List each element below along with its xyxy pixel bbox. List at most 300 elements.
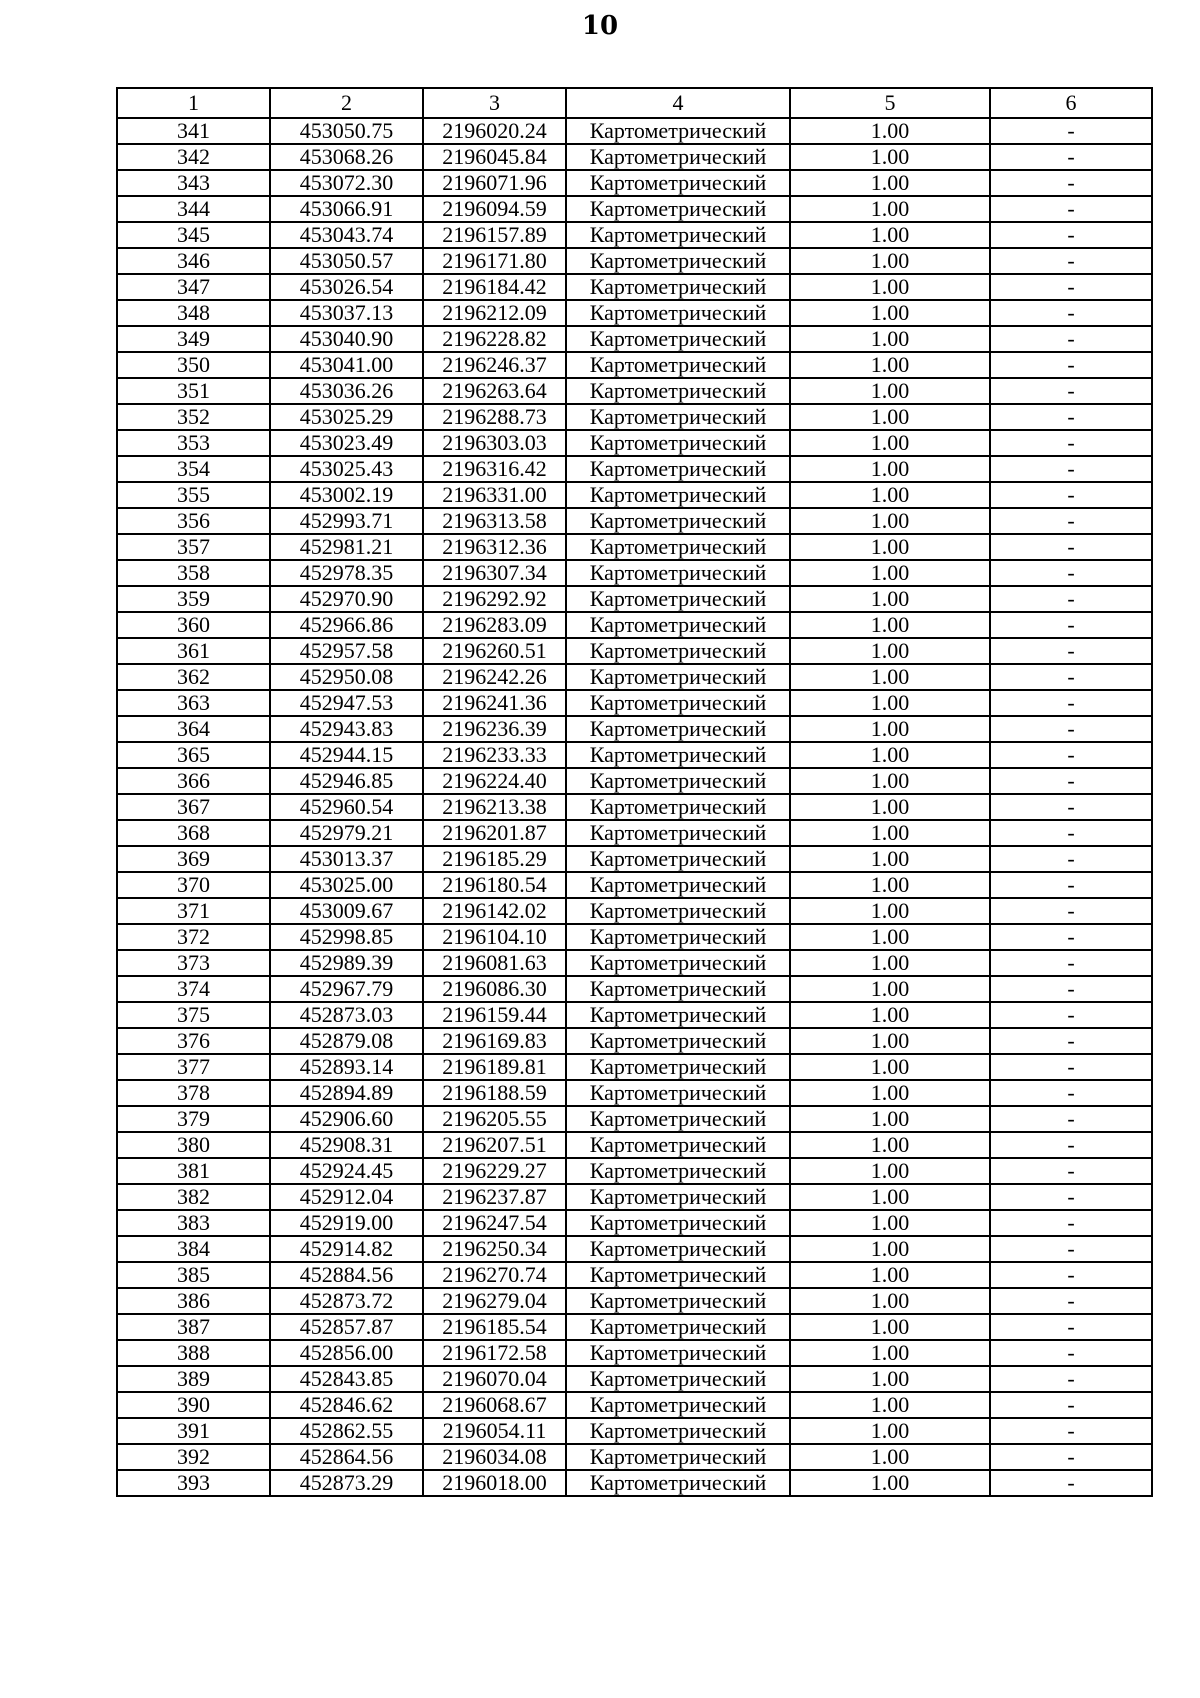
point-number-cell: 377 [117,1054,270,1080]
column-header-3: 3 [423,88,566,118]
y-coordinate-cell: 2196185.54 [423,1314,566,1340]
table-row [117,664,1152,690]
point-number-cell: 375 [117,1002,270,1028]
table-row [117,352,1152,378]
point-number-cell: 348 [117,300,270,326]
method-cell: Картометрический [566,1418,790,1444]
method-cell: Картометрический [566,352,790,378]
point-number-cell: 370 [117,872,270,898]
note-cell: - [990,378,1152,404]
y-coordinate-cell: 2196233.33 [423,742,566,768]
note-cell: - [990,508,1152,534]
method-cell: Картометрический [566,950,790,976]
x-coordinate-cell: 453026.54 [270,274,423,300]
y-coordinate-cell: 2196288.73 [423,404,566,430]
y-coordinate-cell: 2196045.84 [423,144,566,170]
accuracy-cell: 1.00 [790,378,990,404]
y-coordinate-cell: 2196250.34 [423,1236,566,1262]
point-number-cell: 345 [117,222,270,248]
point-number-cell: 374 [117,976,270,1002]
note-cell: - [990,144,1152,170]
y-coordinate-cell: 2196224.40 [423,768,566,794]
method-cell: Картометрический [566,1184,790,1210]
accuracy-cell: 1.00 [790,664,990,690]
method-cell: Картометрический [566,170,790,196]
y-coordinate-cell: 2196020.24 [423,118,566,144]
point-number-cell: 344 [117,196,270,222]
accuracy-cell: 1.00 [790,976,990,1002]
table-row [117,1080,1152,1106]
point-number-cell: 365 [117,742,270,768]
table-row [117,378,1152,404]
method-cell: Картометрический [566,534,790,560]
method-cell: Картометрический [566,716,790,742]
x-coordinate-cell: 452946.85 [270,768,423,794]
x-coordinate-cell: 453002.19 [270,482,423,508]
y-coordinate-cell: 2196188.59 [423,1080,566,1106]
accuracy-cell: 1.00 [790,1080,990,1106]
accuracy-cell: 1.00 [790,326,990,352]
table-row [117,144,1152,170]
coordinates-table [116,87,1153,1497]
method-cell: Картометрический [566,1080,790,1106]
y-coordinate-cell: 2196279.04 [423,1288,566,1314]
y-coordinate-cell: 2196241.36 [423,690,566,716]
point-number-cell: 347 [117,274,270,300]
x-coordinate-cell: 453040.90 [270,326,423,352]
method-cell: Картометрический [566,1366,790,1392]
accuracy-cell: 1.00 [790,1314,990,1340]
x-coordinate-cell: 452857.87 [270,1314,423,1340]
table-row [117,1392,1152,1418]
point-number-cell: 390 [117,1392,270,1418]
x-coordinate-cell: 452846.62 [270,1392,423,1418]
y-coordinate-cell: 2196237.87 [423,1184,566,1210]
accuracy-cell: 1.00 [790,1366,990,1392]
accuracy-cell: 1.00 [790,742,990,768]
y-coordinate-cell: 2196331.00 [423,482,566,508]
y-coordinate-cell: 2196070.04 [423,1366,566,1392]
y-coordinate-cell: 2196316.42 [423,456,566,482]
method-cell: Картометрический [566,976,790,1002]
method-cell: Картометрический [566,1054,790,1080]
table-row [117,248,1152,274]
y-coordinate-cell: 2196081.63 [423,950,566,976]
accuracy-cell: 1.00 [790,508,990,534]
method-cell: Картометрический [566,742,790,768]
column-header-1: 1 [117,88,270,118]
x-coordinate-cell: 452856.00 [270,1340,423,1366]
table-row [117,118,1152,144]
note-cell: - [990,950,1152,976]
x-coordinate-cell: 452943.83 [270,716,423,742]
note-cell: - [990,820,1152,846]
accuracy-cell: 1.00 [790,1132,990,1158]
point-number-cell: 366 [117,768,270,794]
y-coordinate-cell: 2196157.89 [423,222,566,248]
table-row [117,1106,1152,1132]
point-number-cell: 386 [117,1288,270,1314]
x-coordinate-cell: 453025.43 [270,456,423,482]
table-row [117,170,1152,196]
y-coordinate-cell: 2196142.02 [423,898,566,924]
accuracy-cell: 1.00 [790,1184,990,1210]
note-cell: - [990,300,1152,326]
y-coordinate-cell: 2196303.03 [423,430,566,456]
accuracy-cell: 1.00 [790,638,990,664]
x-coordinate-cell: 453009.67 [270,898,423,924]
accuracy-cell: 1.00 [790,1106,990,1132]
point-number-cell: 392 [117,1444,270,1470]
method-cell: Картометрический [566,1028,790,1054]
note-cell: - [990,1028,1152,1054]
y-coordinate-cell: 2196068.67 [423,1392,566,1418]
table-row [117,1366,1152,1392]
method-cell: Картометрический [566,248,790,274]
note-cell: - [990,1444,1152,1470]
note-cell: - [990,1418,1152,1444]
method-cell: Картометрический [566,1002,790,1028]
method-cell: Картометрический [566,794,790,820]
method-cell: Картометрический [566,1106,790,1132]
note-cell: - [990,170,1152,196]
point-number-cell: 355 [117,482,270,508]
accuracy-cell: 1.00 [790,716,990,742]
accuracy-cell: 1.00 [790,1392,990,1418]
accuracy-cell: 1.00 [790,482,990,508]
method-cell: Картометрический [566,222,790,248]
point-number-cell: 372 [117,924,270,950]
x-coordinate-cell: 452978.35 [270,560,423,586]
method-cell: Картометрический [566,768,790,794]
method-cell: Картометрический [566,664,790,690]
point-number-cell: 388 [117,1340,270,1366]
note-cell: - [990,586,1152,612]
x-coordinate-cell: 453066.91 [270,196,423,222]
note-cell: - [990,560,1152,586]
table-row [117,1418,1152,1444]
point-number-cell: 343 [117,170,270,196]
point-number-cell: 389 [117,1366,270,1392]
method-cell: Картометрический [566,560,790,586]
point-number-cell: 381 [117,1158,270,1184]
y-coordinate-cell: 2196171.80 [423,248,566,274]
accuracy-cell: 1.00 [790,170,990,196]
table-row [117,872,1152,898]
table-row [117,1288,1152,1314]
note-cell: - [990,1210,1152,1236]
accuracy-cell: 1.00 [790,300,990,326]
table-row [117,274,1152,300]
method-cell: Картометрический [566,1470,790,1496]
note-cell: - [990,248,1152,274]
note-cell: - [990,352,1152,378]
note-cell: - [990,846,1152,872]
x-coordinate-cell: 453068.26 [270,144,423,170]
accuracy-cell: 1.00 [790,1288,990,1314]
table-row [117,560,1152,586]
note-cell: - [990,1314,1152,1340]
note-cell: - [990,872,1152,898]
note-cell: - [990,638,1152,664]
method-cell: Картометрический [566,898,790,924]
y-coordinate-cell: 2196104.10 [423,924,566,950]
method-cell: Картометрический [566,300,790,326]
x-coordinate-cell: 453050.57 [270,248,423,274]
point-number-cell: 369 [117,846,270,872]
note-cell: - [990,1470,1152,1496]
column-header-5: 5 [790,88,990,118]
note-cell: - [990,222,1152,248]
accuracy-cell: 1.00 [790,144,990,170]
y-coordinate-cell: 2196212.09 [423,300,566,326]
y-coordinate-cell: 2196270.74 [423,1262,566,1288]
x-coordinate-cell: 452979.21 [270,820,423,846]
column-header-6: 6 [990,88,1152,118]
y-coordinate-cell: 2196071.96 [423,170,566,196]
accuracy-cell: 1.00 [790,534,990,560]
table-row [117,638,1152,664]
x-coordinate-cell: 452957.58 [270,638,423,664]
x-coordinate-cell: 453023.49 [270,430,423,456]
x-coordinate-cell: 453041.00 [270,352,423,378]
table-row [117,1002,1152,1028]
table-row [117,898,1152,924]
accuracy-cell: 1.00 [790,456,990,482]
x-coordinate-cell: 452893.14 [270,1054,423,1080]
accuracy-cell: 1.00 [790,1158,990,1184]
y-coordinate-cell: 2196292.92 [423,586,566,612]
y-coordinate-cell: 2196086.30 [423,976,566,1002]
table-row [117,1340,1152,1366]
method-cell: Картометрический [566,430,790,456]
y-coordinate-cell: 2196242.26 [423,664,566,690]
point-number-cell: 349 [117,326,270,352]
x-coordinate-cell: 453037.13 [270,300,423,326]
note-cell: - [990,1236,1152,1262]
method-cell: Картометрический [566,638,790,664]
table-row [117,846,1152,872]
note-cell: - [990,1054,1152,1080]
table-row [117,430,1152,456]
accuracy-cell: 1.00 [790,1236,990,1262]
point-number-cell: 393 [117,1470,270,1496]
note-cell: - [990,716,1152,742]
accuracy-cell: 1.00 [790,586,990,612]
table-row [117,326,1152,352]
point-number-cell: 380 [117,1132,270,1158]
y-coordinate-cell: 2196260.51 [423,638,566,664]
x-coordinate-cell: 452966.86 [270,612,423,638]
point-number-cell: 361 [117,638,270,664]
x-coordinate-cell: 452906.60 [270,1106,423,1132]
table-row [117,300,1152,326]
table-row [117,1158,1152,1184]
y-coordinate-cell: 2196094.59 [423,196,566,222]
x-coordinate-cell: 452908.31 [270,1132,423,1158]
column-header-2: 2 [270,88,423,118]
point-number-cell: 379 [117,1106,270,1132]
note-cell: - [990,794,1152,820]
accuracy-cell: 1.00 [790,430,990,456]
point-number-cell: 341 [117,118,270,144]
method-cell: Картометрический [566,326,790,352]
column-header-4: 4 [566,88,790,118]
y-coordinate-cell: 2196213.38 [423,794,566,820]
accuracy-cell: 1.00 [790,274,990,300]
note-cell: - [990,612,1152,638]
method-cell: Картометрический [566,872,790,898]
y-coordinate-cell: 2196229.27 [423,1158,566,1184]
point-number-cell: 376 [117,1028,270,1054]
point-number-cell: 352 [117,404,270,430]
method-cell: Картометрический [566,144,790,170]
x-coordinate-cell: 452873.03 [270,1002,423,1028]
x-coordinate-cell: 452873.72 [270,1288,423,1314]
x-coordinate-cell: 453025.00 [270,872,423,898]
page-number: 10 [581,11,619,41]
method-cell: Картометрический [566,456,790,482]
accuracy-cell: 1.00 [790,1262,990,1288]
method-cell: Картометрический [566,1392,790,1418]
note-cell: - [990,1340,1152,1366]
note-cell: - [990,976,1152,1002]
x-coordinate-cell: 452919.00 [270,1210,423,1236]
table-row [117,1236,1152,1262]
x-coordinate-cell: 452944.15 [270,742,423,768]
y-coordinate-cell: 2196313.58 [423,508,566,534]
note-cell: - [990,196,1152,222]
method-cell: Картометрический [566,274,790,300]
x-coordinate-cell: 452947.53 [270,690,423,716]
y-coordinate-cell: 2196236.39 [423,716,566,742]
accuracy-cell: 1.00 [790,352,990,378]
point-number-cell: 353 [117,430,270,456]
method-cell: Картометрический [566,1132,790,1158]
method-cell: Картометрический [566,1158,790,1184]
accuracy-cell: 1.00 [790,1418,990,1444]
point-number-cell: 382 [117,1184,270,1210]
x-coordinate-cell: 452998.85 [270,924,423,950]
note-cell: - [990,482,1152,508]
table-header [117,88,1152,118]
table-row [117,820,1152,846]
note-cell: - [990,1002,1152,1028]
accuracy-cell: 1.00 [790,1210,990,1236]
method-cell: Картометрический [566,586,790,612]
point-number-cell: 363 [117,690,270,716]
x-coordinate-cell: 453050.75 [270,118,423,144]
note-cell: - [990,1366,1152,1392]
table-row [117,534,1152,560]
table-row [117,586,1152,612]
point-number-cell: 354 [117,456,270,482]
method-cell: Картометрический [566,1314,790,1340]
table-row [117,716,1152,742]
table-row [117,742,1152,768]
x-coordinate-cell: 452970.90 [270,586,423,612]
y-coordinate-cell: 2196169.83 [423,1028,566,1054]
table-row [117,1132,1152,1158]
y-coordinate-cell: 2196207.51 [423,1132,566,1158]
y-coordinate-cell: 2196228.82 [423,326,566,352]
y-coordinate-cell: 2196307.34 [423,560,566,586]
y-coordinate-cell: 2196054.11 [423,1418,566,1444]
method-cell: Картометрический [566,1288,790,1314]
accuracy-cell: 1.00 [790,560,990,586]
accuracy-cell: 1.00 [790,1340,990,1366]
method-cell: Картометрический [566,1236,790,1262]
method-cell: Картометрический [566,820,790,846]
y-coordinate-cell: 2196180.54 [423,872,566,898]
point-number-cell: 360 [117,612,270,638]
table-row [117,482,1152,508]
table-row [117,690,1152,716]
x-coordinate-cell: 452884.56 [270,1262,423,1288]
accuracy-cell: 1.00 [790,924,990,950]
x-coordinate-cell: 452879.08 [270,1028,423,1054]
table-row [117,768,1152,794]
method-cell: Картометрический [566,924,790,950]
x-coordinate-cell: 452950.08 [270,664,423,690]
note-cell: - [990,404,1152,430]
accuracy-cell: 1.00 [790,1444,990,1470]
note-cell: - [990,898,1152,924]
point-number-cell: 351 [117,378,270,404]
y-coordinate-cell: 2196283.09 [423,612,566,638]
table-row [117,794,1152,820]
y-coordinate-cell: 2196201.87 [423,820,566,846]
header-row [117,88,1152,118]
table-row [117,1184,1152,1210]
accuracy-cell: 1.00 [790,1028,990,1054]
note-cell: - [990,1080,1152,1106]
table-row [117,1028,1152,1054]
table-row [117,222,1152,248]
table-row [117,976,1152,1002]
accuracy-cell: 1.00 [790,118,990,144]
note-cell: - [990,534,1152,560]
x-coordinate-cell: 452993.71 [270,508,423,534]
y-coordinate-cell: 2196159.44 [423,1002,566,1028]
accuracy-cell: 1.00 [790,846,990,872]
table-row [117,1444,1152,1470]
y-coordinate-cell: 2196312.36 [423,534,566,560]
note-cell: - [990,430,1152,456]
x-coordinate-cell: 452967.79 [270,976,423,1002]
x-coordinate-cell: 452914.82 [270,1236,423,1262]
x-coordinate-cell: 453036.26 [270,378,423,404]
accuracy-cell: 1.00 [790,222,990,248]
x-coordinate-cell: 452989.39 [270,950,423,976]
x-coordinate-cell: 452862.55 [270,1418,423,1444]
note-cell: - [990,118,1152,144]
accuracy-cell: 1.00 [790,768,990,794]
point-number-cell: 359 [117,586,270,612]
x-coordinate-cell: 453025.29 [270,404,423,430]
y-coordinate-cell: 2196205.55 [423,1106,566,1132]
table-row [117,196,1152,222]
accuracy-cell: 1.00 [790,196,990,222]
note-cell: - [990,326,1152,352]
accuracy-cell: 1.00 [790,1002,990,1028]
x-coordinate-cell: 452981.21 [270,534,423,560]
table-row [117,950,1152,976]
accuracy-cell: 1.00 [790,898,990,924]
note-cell: - [990,664,1152,690]
x-coordinate-cell: 452873.29 [270,1470,423,1496]
point-number-cell: 356 [117,508,270,534]
